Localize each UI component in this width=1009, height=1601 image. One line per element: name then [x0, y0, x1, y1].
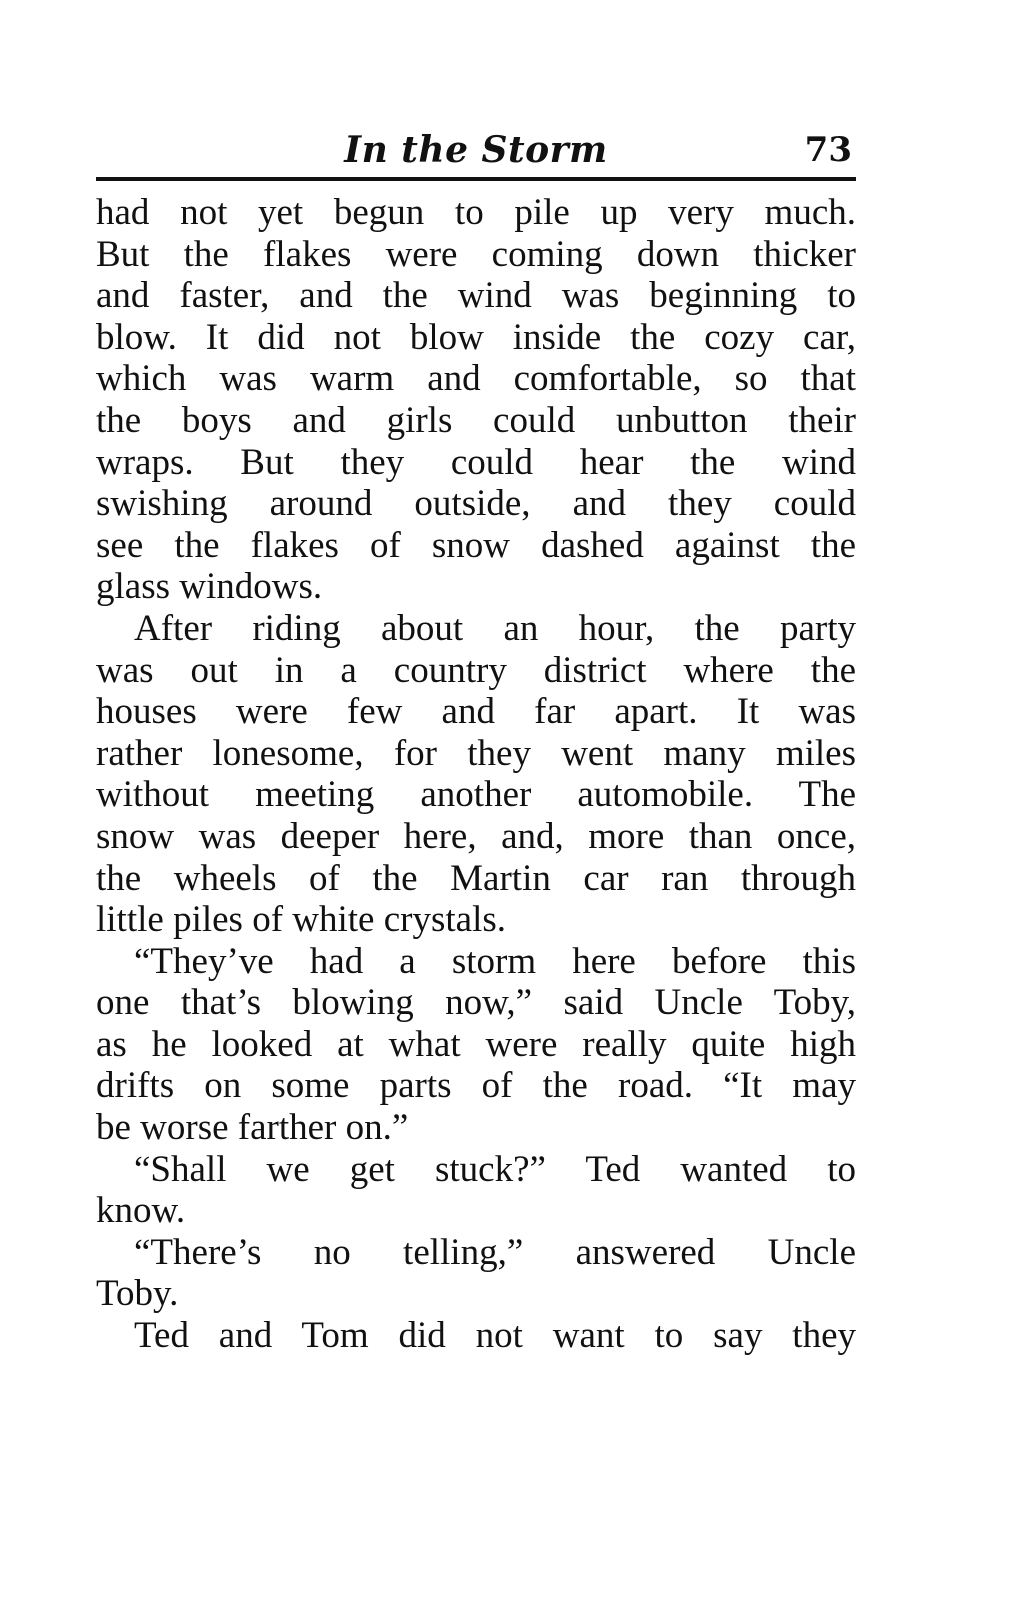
- text-line: drifts on some parts of the road. “It may: [96, 1065, 856, 1107]
- text-line: see the flakes of snow dashed against the: [96, 524, 856, 566]
- text-line: houses were few and far apart. It was: [96, 691, 856, 733]
- text-line: the boys and girls could unbutton their: [96, 399, 856, 441]
- text-line: had not yet begun to pile up very much.: [96, 192, 856, 233]
- text-line: blow. It did not blow inside the cozy car,: [96, 316, 856, 358]
- text-line: as he looked at what were really quite high: [96, 1023, 856, 1065]
- header-rule: [96, 177, 856, 181]
- text-line: little piles of white crystals.: [96, 899, 506, 941]
- text-line: know.: [96, 1190, 186, 1232]
- text-line: wraps. But they could hear the wind: [96, 441, 856, 483]
- text-line: swishing around outside, and they could: [96, 483, 856, 525]
- text-line: was out in a country district where the: [96, 649, 856, 691]
- running-title: In the Storm: [344, 129, 608, 171]
- text-line: snow was deeper here, and, more than once,: [96, 815, 856, 857]
- text-line: Toby.: [96, 1273, 179, 1315]
- text-line: “They’ve had a storm here before this: [134, 940, 856, 982]
- text-line: “There’s no telling,” answered Uncle: [134, 1231, 856, 1273]
- text-line: But the flakes were coming down thicker: [96, 233, 856, 275]
- page-number: 73: [804, 130, 852, 170]
- text-line: rather lonesome, for they went many miles: [96, 732, 856, 774]
- text-line: and faster, and the wind was beginning to: [96, 275, 856, 317]
- text-line: “Shall we get stuck?” Ted wanted to: [134, 1148, 856, 1190]
- text-line: one that’s blowing now,” said Uncle Toby,: [96, 982, 856, 1024]
- text-line: which was warm and comfortable, so that: [96, 358, 856, 400]
- text-line: the wheels of the Martin car ran through: [96, 857, 856, 899]
- text-line: glass windows.: [96, 566, 323, 608]
- body-text: [96, 192, 856, 1357]
- text-line: be worse farther on.”: [96, 1107, 409, 1149]
- text-line: Ted and Tom did not want to say they: [134, 1315, 856, 1357]
- text-line: After riding about an hour, the party: [134, 607, 856, 649]
- text-line: without meeting another automobile. The: [96, 774, 856, 816]
- page-header: [96, 128, 856, 174]
